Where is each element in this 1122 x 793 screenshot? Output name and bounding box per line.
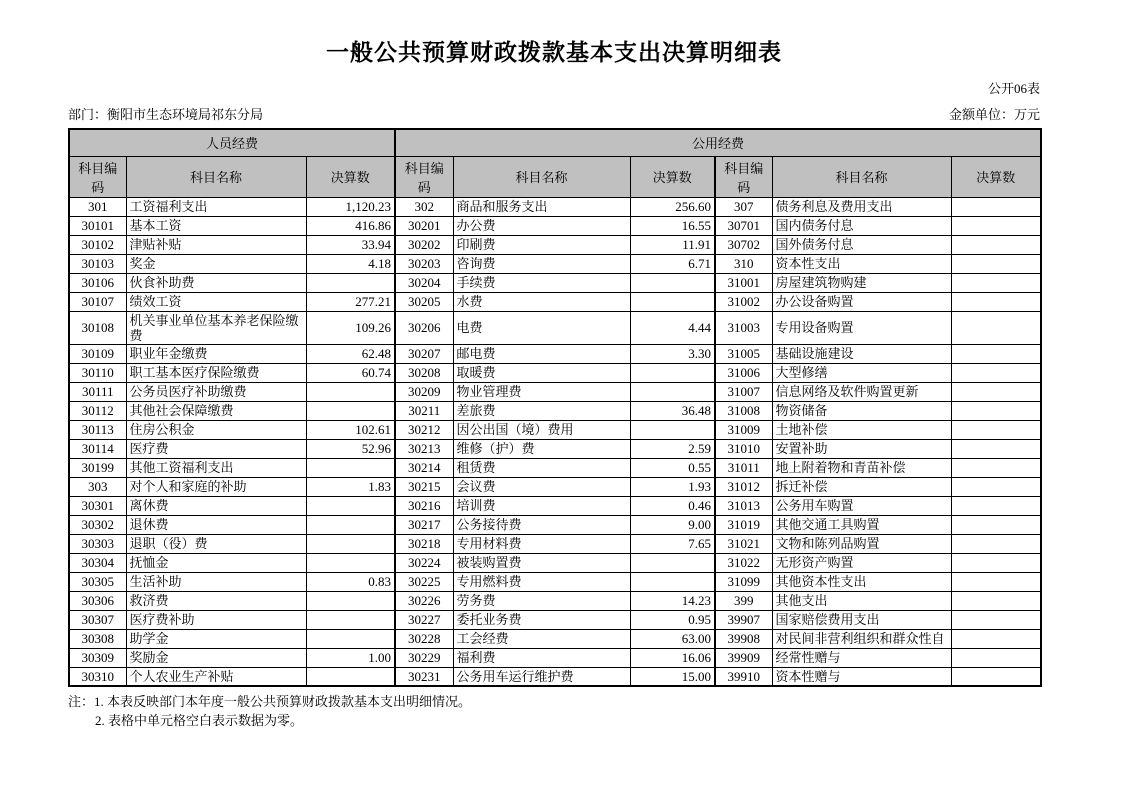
value-cell [951,439,1041,458]
code-cell: 39909 [715,648,772,667]
name-cell: 机关事业单位基本养老保险缴费 [126,311,306,344]
name-cell: 办公费 [453,216,630,235]
code-cell: 31011 [715,458,772,477]
name-cell: 其他工资福利支出 [126,458,306,477]
name-cell: 无形资产购置 [772,553,951,572]
code-cell: 30102 [69,235,126,254]
column-header: 决算数 [306,156,395,197]
name-cell: 物资储备 [772,401,951,420]
value-cell: 0.55 [630,458,715,477]
code-cell: 30203 [395,254,453,273]
footnotes [68,692,1040,730]
column-header: 科目编码 [395,156,453,197]
group-header-personnel: 人员经费 [69,129,395,156]
name-cell: 因公出国（境）费用 [453,420,630,439]
code-cell: 30109 [69,344,126,363]
column-header: 科目编码 [69,156,126,197]
code-cell: 30112 [69,401,126,420]
value-cell [951,363,1041,382]
value-cell: 4.44 [630,311,715,344]
value-cell [306,401,395,420]
code-cell: 39908 [715,629,772,648]
value-cell [306,534,395,553]
code-cell: 30107 [69,292,126,311]
value-cell [951,572,1041,591]
name-cell: 生活补助 [126,572,306,591]
table-row [69,439,1041,458]
table-row [69,344,1041,363]
code-cell: 30225 [395,572,453,591]
name-cell: 房屋建筑物购建 [772,273,951,292]
code-cell: 31003 [715,311,772,344]
name-cell: 专用设备购置 [772,311,951,344]
table-row [69,534,1041,553]
code-cell: 30304 [69,553,126,572]
table-row [69,254,1041,273]
code-cell: 301 [69,197,126,216]
column-header: 决算数 [951,156,1041,197]
table-row [69,477,1041,496]
name-cell: 住房公积金 [126,420,306,439]
name-cell: 大型修缮 [772,363,951,382]
name-cell: 其他交通工具购置 [772,515,951,534]
column-header: 决算数 [630,156,715,197]
value-cell [951,534,1041,553]
code-cell: 30303 [69,534,126,553]
code-cell: 30213 [395,439,453,458]
name-cell: 咨询费 [453,254,630,273]
code-cell: 31019 [715,515,772,534]
code-cell: 30202 [395,235,453,254]
name-cell: 抚恤金 [126,553,306,572]
name-cell: 电费 [453,311,630,344]
name-cell: 资本性赠与 [772,667,951,686]
name-cell: 信息网络及软件购置更新 [772,382,951,401]
value-cell [951,515,1041,534]
code-cell: 30208 [395,363,453,382]
code-cell: 30108 [69,311,126,344]
value-cell: 11.91 [630,235,715,254]
value-cell: 1.83 [306,477,395,496]
value-cell: 63.00 [630,629,715,648]
code-cell: 30111 [69,382,126,401]
department-label: 部门：衡阳市生态环境局祁东分局 [68,107,264,122]
code-cell: 307 [715,197,772,216]
name-cell: 绩效工资 [126,292,306,311]
value-cell [951,235,1041,254]
name-cell: 租赁费 [453,458,630,477]
group-header-row [69,129,1041,156]
value-cell [951,629,1041,648]
value-cell [630,420,715,439]
table-row [69,273,1041,292]
value-cell [951,648,1041,667]
value-cell [951,254,1041,273]
value-cell [630,292,715,311]
value-cell: 1,120.23 [306,197,395,216]
value-cell: 102.61 [306,420,395,439]
value-cell [306,515,395,534]
expenditure-table [68,128,1042,687]
value-cell [951,458,1041,477]
name-cell: 债务利息及费用支出 [772,197,951,216]
name-cell: 基础设施建设 [772,344,951,363]
value-cell [951,401,1041,420]
table-row [69,197,1041,216]
value-cell: 6.71 [630,254,715,273]
table-row [69,610,1041,629]
name-cell: 福利费 [453,648,630,667]
name-cell: 个人农业生产补贴 [126,667,306,686]
table-row [69,401,1041,420]
name-cell: 基本工资 [126,216,306,235]
name-cell: 退职（役）费 [126,534,306,553]
value-cell [306,591,395,610]
code-cell: 30228 [395,629,453,648]
value-cell [306,667,395,686]
name-cell: 物业管理费 [453,382,630,401]
name-cell: 奖励金 [126,648,306,667]
value-cell [951,496,1041,515]
code-cell: 31005 [715,344,772,363]
value-cell [306,458,395,477]
value-cell [630,273,715,292]
code-cell: 31008 [715,401,772,420]
table-row [69,515,1041,534]
table-row [69,235,1041,254]
value-cell [951,553,1041,572]
name-cell: 印刷费 [453,235,630,254]
value-cell [630,572,715,591]
code-cell: 30114 [69,439,126,458]
unit-label: 金额单位：万元 [948,107,1040,122]
code-cell: 303 [69,477,126,496]
name-cell: 工会经费 [453,629,630,648]
code-cell: 31012 [715,477,772,496]
name-cell: 工资福利支出 [126,197,306,216]
code-cell: 30214 [395,458,453,477]
code-cell: 31099 [715,572,772,591]
name-cell: 手续费 [453,273,630,292]
code-cell: 30308 [69,629,126,648]
value-cell: 7.65 [630,534,715,553]
table-head [69,129,1041,197]
code-cell: 39907 [715,610,772,629]
column-header: 科目编码 [715,156,772,197]
name-cell: 公务用车运行维护费 [453,667,630,686]
table-row [69,292,1041,311]
name-cell: 培训费 [453,496,630,515]
group-header-public: 公用经费 [395,129,1041,156]
meta-row [68,104,1040,123]
value-cell: 0.46 [630,496,715,515]
code-cell: 30301 [69,496,126,515]
name-cell: 津贴补贴 [126,235,306,254]
name-cell: 被装购置费 [453,553,630,572]
table-row [69,311,1041,344]
code-cell: 30217 [395,515,453,534]
name-cell: 文物和陈列品购置 [772,534,951,553]
name-cell: 公务员医疗补助缴费 [126,382,306,401]
value-cell [630,382,715,401]
note-line-1: 注：1. 本表反映部门本年度一般公共预算财政拨款基本支出明细情况。 [68,694,472,709]
value-cell: 62.48 [306,344,395,363]
column-header: 科目名称 [772,156,951,197]
value-cell: 14.23 [630,591,715,610]
name-cell: 劳务费 [453,591,630,610]
value-cell [306,496,395,515]
code-cell: 31010 [715,439,772,458]
code-cell: 30209 [395,382,453,401]
code-cell: 31022 [715,553,772,572]
code-cell: 31007 [715,382,772,401]
name-cell: 专用燃料费 [453,572,630,591]
code-cell: 30309 [69,648,126,667]
code-cell: 30110 [69,363,126,382]
table-row [69,591,1041,610]
value-cell [951,197,1041,216]
code-cell: 30215 [395,477,453,496]
value-cell: 16.55 [630,216,715,235]
table-row [69,458,1041,477]
code-cell: 30702 [715,235,772,254]
name-cell: 医疗费补助 [126,610,306,629]
value-cell [306,382,395,401]
code-cell: 30101 [69,216,126,235]
value-cell: 60.74 [306,363,395,382]
code-cell: 30231 [395,667,453,686]
code-cell: 30701 [715,216,772,235]
value-cell: 33.94 [306,235,395,254]
value-cell [951,216,1041,235]
code-cell: 30310 [69,667,126,686]
value-cell [306,273,395,292]
value-cell: 0.95 [630,610,715,629]
note-line-2: 2. 表格中单元格空白表示数据为零。 [95,713,304,728]
value-cell: 52.96 [306,439,395,458]
name-cell: 会议费 [453,477,630,496]
name-cell: 国外债务付息 [772,235,951,254]
code-cell: 30205 [395,292,453,311]
name-cell: 其他资本性支出 [772,572,951,591]
name-cell: 公务用车购置 [772,496,951,515]
name-cell: 对个人和家庭的补助 [126,477,306,496]
code-cell: 31009 [715,420,772,439]
code-cell: 30201 [395,216,453,235]
page-title: 一般公共预算财政拨款基本支出决算明细表 [326,40,782,65]
table-row [69,382,1041,401]
value-cell [306,610,395,629]
code-cell: 399 [715,591,772,610]
name-cell: 取暖费 [453,363,630,382]
name-cell: 退休费 [126,515,306,534]
value-cell: 2.59 [630,439,715,458]
table-row [69,420,1041,439]
table-row [69,216,1041,235]
value-cell [951,477,1041,496]
code-cell: 30226 [395,591,453,610]
code-cell: 30103 [69,254,126,273]
column-header: 科目名称 [453,156,630,197]
code-cell: 30218 [395,534,453,553]
code-cell: 30302 [69,515,126,534]
table-body [69,197,1041,686]
value-cell: 109.26 [306,311,395,344]
name-cell: 对民间非营利组织和群众性自 [772,629,951,648]
code-cell: 302 [395,197,453,216]
table-row [69,572,1041,591]
value-cell: 0.83 [306,572,395,591]
code-cell: 31013 [715,496,772,515]
name-cell: 安置补助 [772,439,951,458]
table-row [69,363,1041,382]
value-cell [951,382,1041,401]
code-cell: 30113 [69,420,126,439]
code-cell: 39910 [715,667,772,686]
name-cell: 其他社会保障缴费 [126,401,306,420]
value-cell: 4.18 [306,254,395,273]
column-header: 科目名称 [126,156,306,197]
name-cell: 医疗费 [126,439,306,458]
code-cell: 30206 [395,311,453,344]
name-cell: 国内债务付息 [772,216,951,235]
table-row [69,667,1041,686]
name-cell: 委托业务费 [453,610,630,629]
code-cell: 30207 [395,344,453,363]
code-cell: 310 [715,254,772,273]
name-cell: 离休费 [126,496,306,515]
value-cell [630,363,715,382]
value-cell [951,591,1041,610]
table-row [69,629,1041,648]
code-cell: 30204 [395,273,453,292]
name-cell: 邮电费 [453,344,630,363]
name-cell: 职工基本医疗保险缴费 [126,363,306,382]
value-cell: 15.00 [630,667,715,686]
value-cell [951,344,1041,363]
code-cell: 30211 [395,401,453,420]
value-cell: 1.93 [630,477,715,496]
name-cell: 维修（护）费 [453,439,630,458]
value-cell [951,420,1041,439]
name-cell: 地上附着物和青苗补偿 [772,458,951,477]
table-row [69,496,1041,515]
value-cell [951,292,1041,311]
value-cell [951,311,1041,344]
value-cell [951,610,1041,629]
table-row [69,553,1041,572]
name-cell: 奖金 [126,254,306,273]
code-cell: 30307 [69,610,126,629]
name-cell: 救济费 [126,591,306,610]
value-cell: 3.30 [630,344,715,363]
name-cell: 经常性赠与 [772,648,951,667]
report-sheet [68,34,1040,730]
name-cell: 办公设备购置 [772,292,951,311]
value-cell: 256.60 [630,197,715,216]
name-cell: 国家赔偿费用支出 [772,610,951,629]
value-cell: 9.00 [630,515,715,534]
name-cell: 差旅费 [453,401,630,420]
code-cell: 31002 [715,292,772,311]
value-cell: 36.48 [630,401,715,420]
value-cell [951,273,1041,292]
code-cell: 31006 [715,363,772,382]
name-cell: 资本性支出 [772,254,951,273]
code-cell: 30227 [395,610,453,629]
value-cell [306,629,395,648]
name-cell: 拆迁补偿 [772,477,951,496]
code-cell: 30216 [395,496,453,515]
code-cell: 31001 [715,273,772,292]
table-row [69,648,1041,667]
code-cell: 30212 [395,420,453,439]
name-cell: 土地补偿 [772,420,951,439]
code-cell: 30305 [69,572,126,591]
name-cell: 专用材料费 [453,534,630,553]
code-cell: 30306 [69,591,126,610]
code-cell: 30199 [69,458,126,477]
code-cell: 30106 [69,273,126,292]
name-cell: 水费 [453,292,630,311]
name-cell: 伙食补助费 [126,273,306,292]
name-cell: 公务接待费 [453,515,630,534]
value-cell: 416.86 [306,216,395,235]
code-cell: 30224 [395,553,453,572]
code-cell: 31021 [715,534,772,553]
value-cell [630,553,715,572]
value-cell: 1.00 [306,648,395,667]
value-cell: 277.21 [306,292,395,311]
name-cell: 其他支出 [772,591,951,610]
value-cell [951,667,1041,686]
code-cell: 30229 [395,648,453,667]
value-cell [306,553,395,572]
name-cell: 助学金 [126,629,306,648]
name-cell: 职业年金缴费 [126,344,306,363]
name-cell: 商品和服务支出 [453,197,630,216]
value-cell: 16.06 [630,648,715,667]
column-header-row [69,156,1041,197]
form-number-label: 公开06表 [987,81,1040,96]
